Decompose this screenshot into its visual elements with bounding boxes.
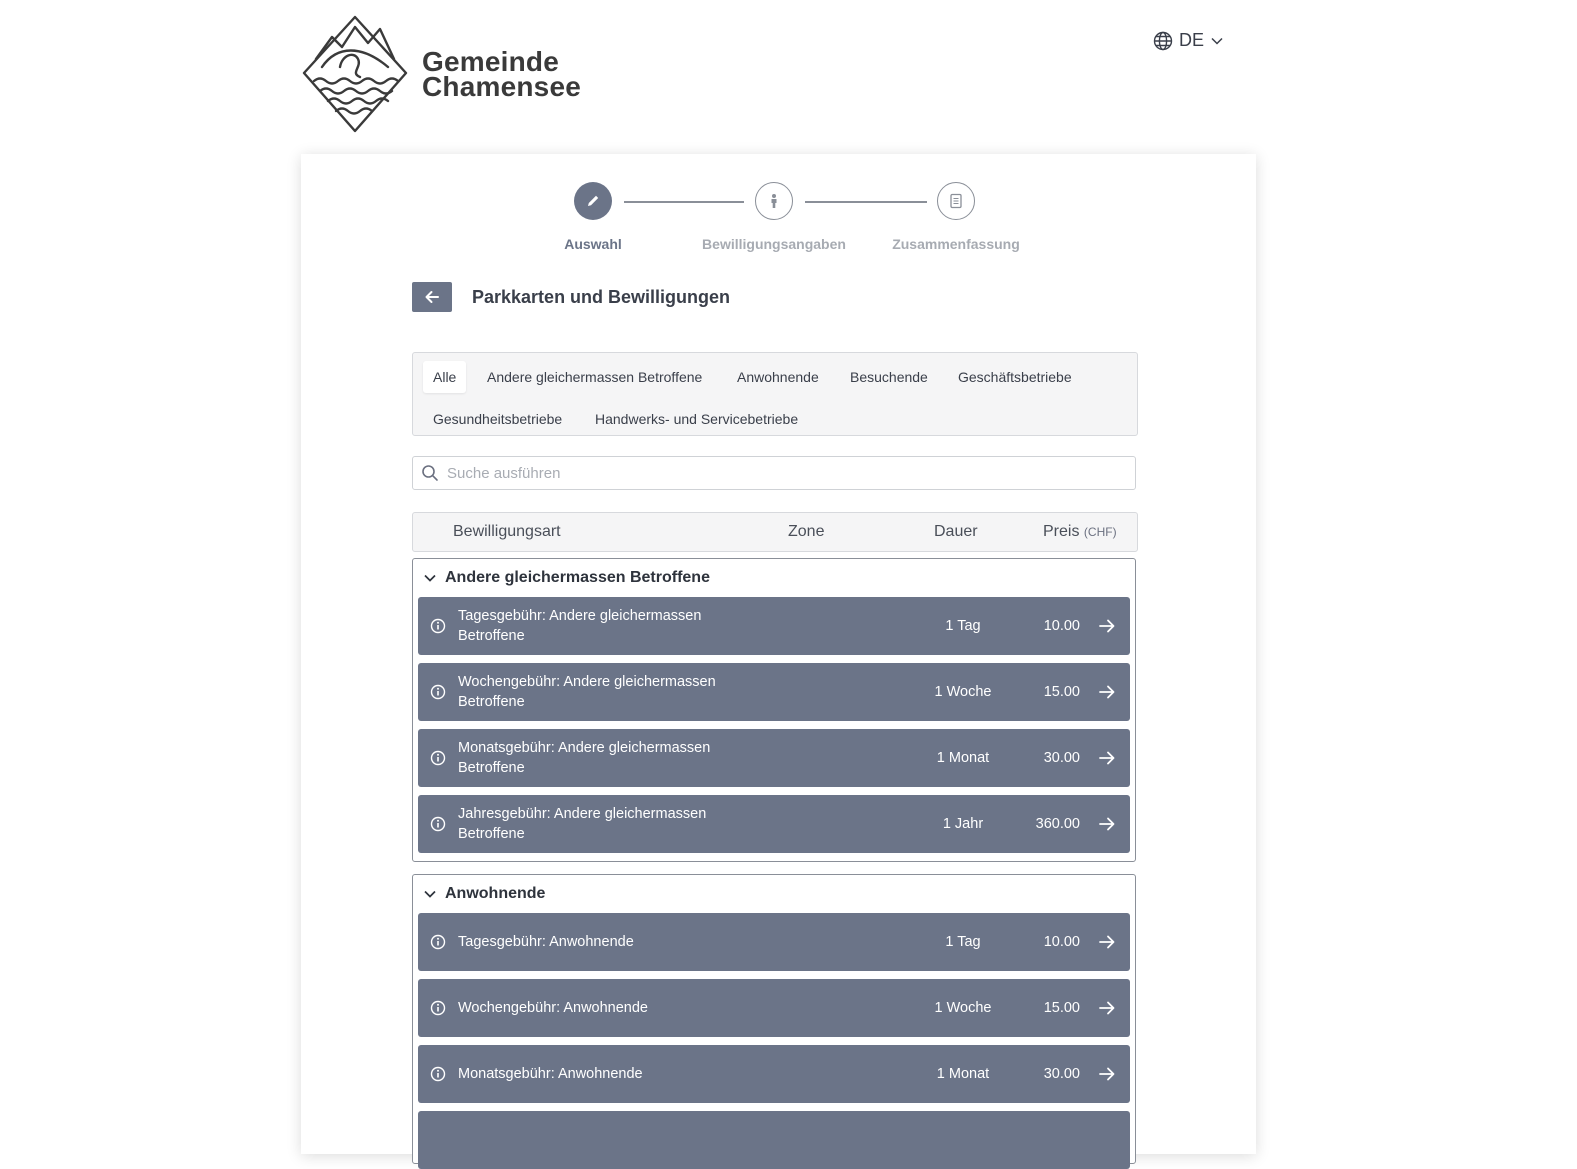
search-field [412, 456, 1136, 490]
info-icon[interactable] [430, 816, 446, 832]
group-title: Andere gleichermassen Betroffene [445, 569, 710, 586]
arrow-right-icon[interactable] [1098, 749, 1116, 767]
permit-duration: 1 Monat [936, 750, 990, 766]
group-toggle[interactable] [413, 875, 1135, 913]
price-label: Preis [1043, 523, 1080, 540]
site-header [0, 0, 1577, 150]
permit-duration: 1 Jahr [942, 816, 984, 832]
language-selector[interactable] [1153, 30, 1224, 51]
logo-line-2: Chamensee [422, 71, 581, 102]
permit-price: 10.00 [1043, 934, 1080, 950]
permit-row[interactable] [418, 979, 1130, 1037]
chevron-down-icon [423, 887, 437, 901]
info-icon[interactable] [430, 934, 446, 950]
step-3-circle[interactable] [937, 182, 975, 220]
filter-chip-andere-betroffene[interactable]: Andere gleichermassen Betroffene [487, 369, 703, 385]
permit-row[interactable] [418, 663, 1130, 721]
arrow-right-icon[interactable] [1098, 933, 1116, 951]
pencil-icon [585, 193, 601, 209]
filter-chip-handwerks-servicebetriebe[interactable]: Handwerks- und Servicebetriebe [595, 411, 799, 427]
arrow-right-icon[interactable] [1098, 683, 1116, 701]
municipality-logo[interactable] [302, 14, 602, 134]
step-1-label: Auswahl [564, 236, 622, 252]
chevron-down-icon [423, 571, 437, 585]
filter-chip-besuchende[interactable]: Besuchende [850, 369, 928, 385]
permit-row[interactable] [418, 1045, 1130, 1103]
info-icon[interactable] [430, 1066, 446, 1082]
step-1-circle[interactable] [574, 182, 612, 220]
permit-price: 15.00 [1043, 684, 1080, 700]
group-title: Anwohnende [445, 885, 546, 902]
column-header-type: Bewilligungsart [453, 523, 561, 540]
column-header-zone: Zone [788, 523, 825, 540]
permit-name: Jahresgebühr: Andere gleichermassen Betroffene [458, 806, 707, 842]
progress-stepper [301, 182, 1256, 262]
permit-duration: 1 Woche [934, 684, 992, 700]
permit-group [412, 874, 1136, 1164]
table-header [412, 512, 1138, 552]
language-code: DE [1179, 30, 1205, 50]
permit-price: 30.00 [1043, 750, 1080, 766]
chevron-down-icon [1210, 34, 1224, 48]
permit-name: Monatsgebühr: Andere gleichermassen Betroffene [458, 740, 711, 776]
permit-name: Wochengebühr: Anwohnende [458, 1000, 648, 1016]
permit-name: Wochengebühr: Andere gleichermassen Betroffene [458, 674, 716, 710]
arrow-right-icon[interactable] [1098, 999, 1116, 1017]
permit-row[interactable] [418, 729, 1130, 787]
category-filter-bar [412, 352, 1138, 436]
filter-chip-anwohnende[interactable]: Anwohnende [737, 369, 819, 385]
step-connector-1 [624, 201, 744, 203]
filter-chip-geschaeftsbetriebe[interactable]: Geschäftsbetriebe [958, 369, 1072, 385]
info-icon[interactable] [430, 1000, 446, 1016]
filter-chip-alle[interactable]: Alle [423, 361, 466, 393]
main-card [301, 154, 1256, 1154]
permit-duration: 1 Woche [934, 1000, 992, 1016]
column-header-price [1043, 523, 1117, 541]
back-button[interactable] [412, 282, 452, 312]
page-title: Parkkarten und Bewilligungen [472, 286, 731, 307]
permit-row[interactable] [418, 913, 1130, 971]
permit-row[interactable] [418, 795, 1130, 853]
arrow-right-icon[interactable] [1098, 815, 1116, 833]
info-icon[interactable] [430, 684, 446, 700]
permit-row-partially-visible[interactable] [418, 1111, 1130, 1169]
logo-line-1: Gemeinde [422, 46, 559, 77]
permit-price: 10.00 [1043, 618, 1080, 634]
step-2-label: Bewilligungsangaben [702, 236, 846, 252]
person-icon [767, 193, 781, 209]
arrow-right-icon[interactable] [1098, 1065, 1116, 1083]
info-icon[interactable] [430, 750, 446, 766]
document-icon [949, 193, 963, 209]
permit-name: Tagesgebühr: Andere gleichermassen Betroffene [458, 608, 702, 644]
search-icon [421, 464, 439, 482]
info-icon[interactable] [430, 618, 446, 634]
arrow-right-icon[interactable] [1098, 617, 1116, 635]
permit-name: Monatsgebühr: Anwohnende [458, 1066, 643, 1082]
step-connector-2 [805, 201, 927, 203]
permit-price: 360.00 [1035, 816, 1080, 832]
column-header-duration: Dauer [934, 523, 978, 540]
logo-mountain-icon [302, 15, 408, 133]
permit-group [412, 558, 1136, 862]
permit-duration: 1 Tag [945, 934, 981, 950]
permit-duration: 1 Tag [945, 618, 981, 634]
step-3-label: Zusammenfassung [892, 236, 1020, 252]
filter-chip-gesundheitsbetriebe[interactable]: Gesundheitsbetriebe [433, 411, 563, 427]
permit-name: Tagesgebühr: Anwohnende [458, 934, 634, 950]
permit-price: 15.00 [1043, 1000, 1080, 1016]
permit-duration: 1 Monat [936, 1066, 990, 1082]
group-toggle[interactable] [413, 559, 1135, 597]
globe-icon [1153, 31, 1173, 51]
page-header [412, 282, 730, 312]
search-input[interactable] [445, 464, 1129, 483]
arrow-left-icon [424, 290, 440, 304]
permit-price: 30.00 [1043, 1066, 1080, 1082]
permit-row[interactable] [418, 597, 1130, 655]
step-2-circle[interactable] [755, 182, 793, 220]
price-unit: (CHF) [1083, 525, 1117, 539]
